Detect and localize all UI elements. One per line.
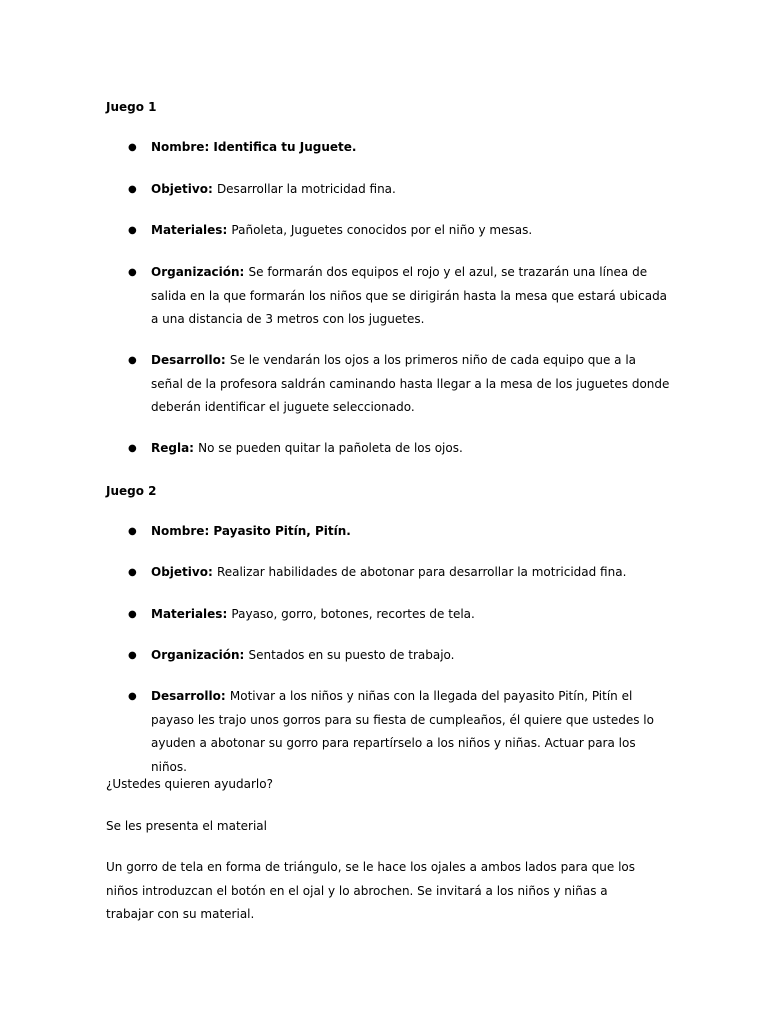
game1-materiales-item (128, 219, 671, 243)
game2-materiales-label: Materiales: (151, 607, 232, 621)
game1-materiales-label: Materiales: (151, 223, 232, 237)
game2-nombre-label: Nombre: (151, 524, 214, 538)
bullet-icon: ● (128, 355, 137, 366)
game1-desarrollo-value: Se le vendarán los ojos a los primeros niño de cada equipo que a la señal de la profesora saldrán caminando hasta llegar a la mesa de los juguetes donde deberán identificar el juguete seleccionado. (151, 353, 670, 414)
game1-regla-label: Regla: (151, 441, 199, 455)
closing-presenta: Se les presenta el material (106, 819, 267, 833)
game2-objetivo-value: Realizar habilidades de abotonar para desarrollar la motricidad fina. (216, 565, 627, 579)
game1-desarrollo-label: Desarrollo: (151, 353, 230, 367)
bullet-icon: ● (128, 567, 137, 578)
game1-organizacion-item (128, 261, 671, 332)
bullet-icon: ● (128, 184, 137, 195)
bullet-icon: ● (128, 609, 137, 620)
game2-desarrollo-label: Desarrollo: (151, 689, 230, 703)
game2-organizacion-value: Sentados en su puesto de trabajo. (248, 648, 455, 662)
game1-organizacion-label: Organización: (151, 265, 249, 279)
bullet-icon: ● (128, 526, 137, 537)
closing-description: Un gorro de tela en forma de triángulo, se le hace los ojales a ambos lados para que los niños introduzcan el botón en el ojal y lo abrochen. Se invitará a los niños y niñas a trabajar con su material. (106, 860, 635, 921)
game2-organizacion-item (128, 644, 671, 668)
bullet-icon: ● (128, 691, 137, 702)
game1-materiales-value: Pañoleta, Juguetes conocidos por el niño y mesas. (231, 223, 533, 237)
game2-organizacion-label: Organización: (151, 648, 249, 662)
game2-materiales-value: Payaso, gorro, botones, recortes de tela. (231, 607, 475, 621)
game1-nombre-label: Nombre: (151, 140, 214, 154)
game2-objetivo-item (128, 561, 671, 585)
bullet-icon: ● (128, 443, 137, 454)
game1-objetivo-label: Objetivo: (151, 182, 217, 196)
bullet-icon: ● (128, 142, 137, 153)
bullet-icon: ● (128, 225, 137, 236)
game1-heading: Juego 1 (106, 100, 157, 114)
game2-objetivo-label: Objetivo: (151, 565, 217, 579)
game1-nombre-value: Identifica tu Juguete. (213, 140, 357, 154)
game1-objetivo-item (128, 178, 671, 202)
game2-desarrollo-item (128, 685, 671, 779)
game1-desarrollo-item (128, 349, 671, 420)
game2-desarrollo-value: Motivar a los niños y niñas con la llegada del payasito Pitín, Pitín el payaso les trajo unos gorros para su fiesta de cumpleaños, él quiere que ustedes lo ayuden a abotonar su gorro para repartírselo a los niños y niñas. Actuar para los niños. (151, 689, 654, 774)
game1-regla-item (128, 437, 671, 461)
game1-nombre-item (128, 136, 671, 160)
closing-question: ¿Ustedes quieren ayudarlo? (106, 777, 273, 791)
game2-heading: Juego 2 (106, 484, 157, 498)
game1-regla-value: No se pueden quitar la pañoleta de los ojos. (198, 441, 463, 455)
game2-materiales-item (128, 603, 671, 627)
bullet-icon: ● (128, 267, 137, 278)
game1-organizacion-value: Se formarán dos equipos el rojo y el azul, se trazarán una línea de salida en la que formarán los niños que se dirigirán hasta la mesa que estará ubicada a una distancia de 3 metros con los juguetes. (151, 265, 668, 326)
bullet-icon: ● (128, 650, 137, 661)
game1-objetivo-value: Desarrollar la motricidad fina. (216, 182, 396, 196)
game2-nombre-value: Payasito Pitín, Pitín. (213, 524, 351, 538)
game2-nombre-item (128, 520, 671, 544)
